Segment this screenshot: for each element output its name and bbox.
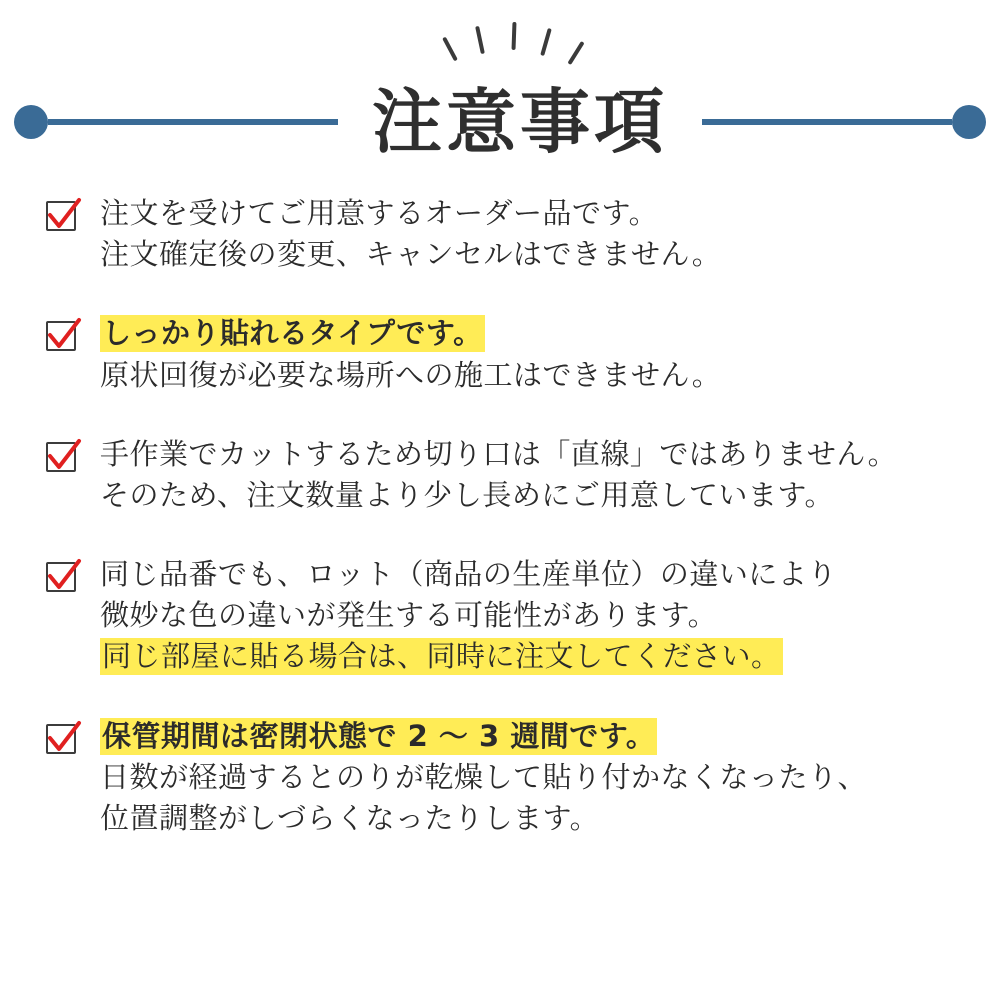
notice-item-text bbox=[100, 554, 960, 678]
highlighted-text: しっかり貼れるタイプです。 bbox=[102, 316, 483, 351]
checkbox-checked-icon bbox=[44, 438, 84, 478]
right-dot-decoration bbox=[952, 105, 986, 139]
left-dot-decoration bbox=[14, 105, 48, 139]
notice-line: 同じ品番でも、ロット（商品の生産単位）の違いにより bbox=[100, 557, 837, 592]
notice-line: そのため、注文数量より少し長めにご用意しています。 bbox=[100, 477, 835, 512]
checkbox-checked-icon bbox=[44, 720, 84, 760]
notice-item bbox=[44, 554, 960, 678]
notice-list bbox=[0, 193, 1000, 839]
notice-item-text bbox=[100, 434, 960, 516]
title-rule-row bbox=[0, 72, 1000, 172]
checkbox-checked-icon bbox=[44, 558, 84, 598]
notice-item bbox=[44, 716, 960, 840]
checkbox-checked-icon bbox=[44, 317, 84, 357]
notice-line: 手作業でカットするため切り口は「直線」ではありません。 bbox=[100, 436, 898, 471]
notice-line bbox=[100, 636, 960, 677]
notice-line: 注文を受けてご用意するオーダー品です。 bbox=[100, 196, 659, 230]
notice-item-text bbox=[100, 716, 960, 840]
notice-item bbox=[44, 193, 960, 275]
page-title: 注意事項 bbox=[372, 81, 668, 163]
left-rule-decoration bbox=[48, 119, 338, 125]
notice-item bbox=[44, 434, 960, 516]
right-rule-decoration bbox=[702, 119, 952, 125]
notice-line: 位置調整がしづらくなったりします。 bbox=[100, 800, 600, 835]
notice-line: 注文確定後の変更、キャンセルはできません。 bbox=[100, 237, 722, 272]
notice-item bbox=[44, 313, 960, 395]
notice-line: 微妙な色の違いが発生する可能性があります。 bbox=[100, 598, 718, 633]
notice-line bbox=[100, 313, 960, 354]
notice-line: 日数が経過するとのりが乾燥して貼り付かなくなったり、 bbox=[100, 759, 868, 794]
checkbox-checked-icon bbox=[44, 197, 84, 237]
notice-line: 原状回復が必要な場所への施工はできません。 bbox=[100, 357, 722, 392]
notice-item-text bbox=[100, 193, 960, 275]
highlighted-text: 同じ部屋に貼る場合は、同時に注文してください。 bbox=[102, 639, 781, 674]
page-header bbox=[0, 0, 1000, 175]
notice-line bbox=[100, 716, 960, 757]
spark-burst-decoration bbox=[0, 18, 1000, 68]
notice-item-text bbox=[100, 313, 960, 395]
highlighted-text: 保管期間は密閉状態で 2 〜 3 週間です。 bbox=[102, 718, 656, 753]
